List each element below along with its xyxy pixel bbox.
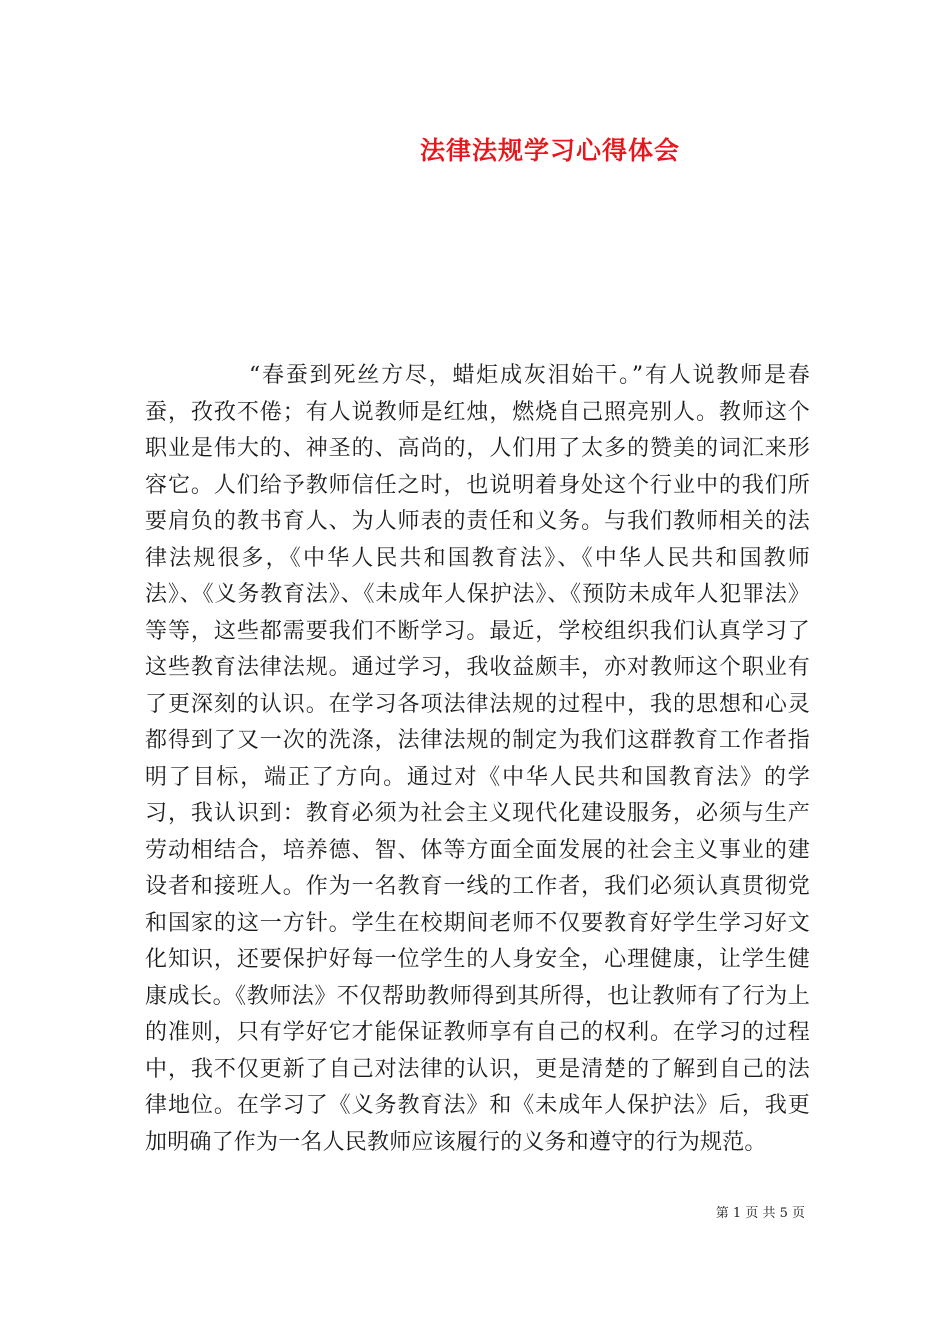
body-paragraph: “春蚕到死丝方尽，蜡炬成灰泪始干。”有人说教师是春蚕，孜孜不倦；有人说教师是红烛，燃烧自己照亮别人。教师这个职业是伟大的、神圣的、高尚的，人们用了太多的赞美的词汇来形容它。人们给予教师信任之时，也说明着身处这个行业中的我们所要肩负的教书育人、为人师表的责任和义务。与我们教师相关的法律法规很多，《中华人民共和国教育法》、《中华人民共和国教师法》、《义务教育法》、《未成年人保护法》、《预防未成年人犯罪法》等等，这些都需要我们不断学习。最近，学校组织我们认真学习了这些教育法律法规。通过学习，我收益颇丰，亦对教师这个职业有了更深刻的认识。在学习各项法律法规的过程中，我的思想和心灵都得到了又一次的洗涤，法律法规的制定为我们这群教育工作者指明了目标，端正了方向。通过对《中华人民共和国教育法》的学习，我认识到：教育必须为社会主义现代化建设服务，必须与生产劳动相结合，培养德、智、体等方面全面发展的社会主义事业的建设者和接班人。作为一名教育一线的工作者，我们必须认真贯彻党和国家的这一方针。学生在校期间老师不仅要教育好学生学习好文化知识，还要保护好每一位学生的人身安全，心理健康，让学生健康成长。《教师法》不仅帮助教师得到其所得，也让教师有了行为上的准则，只有学好它才能保证教师享有自己的权利。在学习的过程中，我不仅更新了自己对法律的认识，更是清楚的了解到自己的法律地位。在学习了《义务教育法》和《未成年人保护法》后，我更加明确了作为一名人民教师应该履行的义务和遵守的行为规范。 [145, 363, 810, 1155]
page-footer: 第 1 页 共 5 页 [715, 1206, 805, 1221]
document-title: 法律法规学习心得体会 [419, 136, 680, 165]
